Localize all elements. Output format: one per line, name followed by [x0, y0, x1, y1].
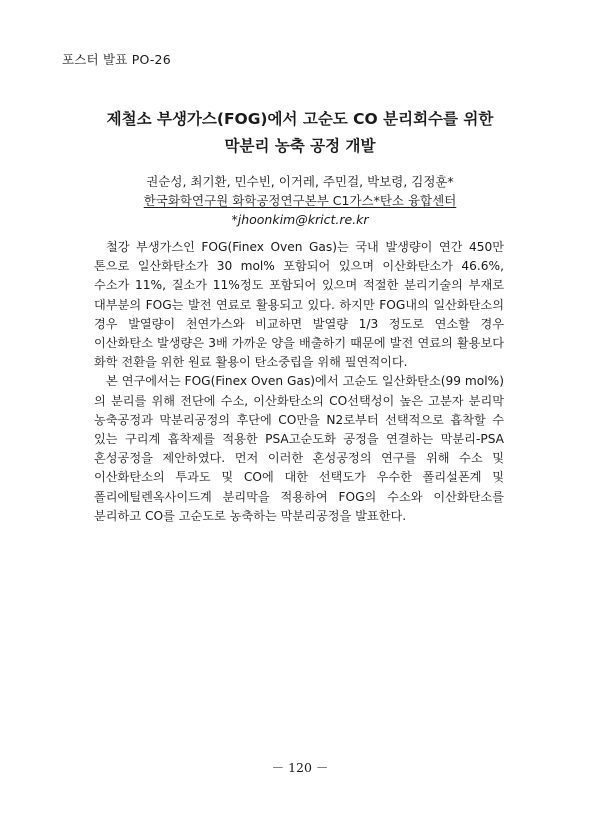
page-number: － 120 － [271, 760, 329, 775]
paper-title [40, 106, 560, 160]
abstract-body [94, 238, 504, 526]
author-names: 권순성, 최기환, 민수빈, 이거레, 주민걸, 박보령, 김정훈* [146, 174, 454, 189]
author-affiliation: 한국화학연구원 화학공정연구본부 C1가스*탄소 융합센터 [143, 193, 457, 208]
abstract-paragraph-1: 철강 부생가스인 FOG(Finex Oven Gas)는 국내 발생량이 연간 450만 톤으로 일산화탄소가 30 mol% 포함되어 있으며 이산화탄소가 46.6%, 수소가 11%, 질소가 11%정도 포함되어 있으며 적절한 분리기술의 부재로 대부분의 FOG는 발전 연료로 활용되고 있다. 하지만 FOG내의 일산화탄소의 경우 발열량이 천연가스와 비교하면 발열량 1/3 정도로 연소할 경우 이산화탄소 발생량은 3배 가까운 양을 배출하기 때문에 발전 연료의 활용보다 화학 전환을 위한 원료 활용이 탄소중립을 위해 필연적이다. [94, 240, 504, 370]
session-tag: 포스터 발표 PO-26 [62, 52, 171, 67]
abstract-paragraph-2: 본 연구에서는 FOG(Finex Oven Gas)에서 고순도 일산화탄소(99 mol%)의 분리를 위해 전단에 수소, 이산화탄소의 CO선택성이 높은 고분자 분리막 농축공정과 막분리공정의 후단에 CO만을 N2로부터 선택적으로 흡착할 수 있는 구리계 흡착제를 적용한 PSA고순도화 공정을 연결하는 막분리-PSA 혼성공정을 제안하였다. 먼저 이러한 혼성공정의 연구를 위해 수소 및 이산화탄소의 투과도 및 CO에 대한 선택도가 우수한 폴리설폰계 및 폴리에틸렌옥사이드계 분리막을 적용하여 FOG의 수소와 이산화탄소를 분리하고 CO를 고순도로 농축하는 막분리공정을 발표한다. [94, 374, 504, 523]
author-block [40, 172, 560, 229]
title-line-2: 막분리 농축 공정 개발 [224, 137, 376, 155]
author-email: *jhoonkim@krict.re.kr [231, 212, 369, 227]
title-line-1: 제철소 부생가스(FOG)에서 고순도 CO 분리회수를 위한 [106, 110, 494, 128]
